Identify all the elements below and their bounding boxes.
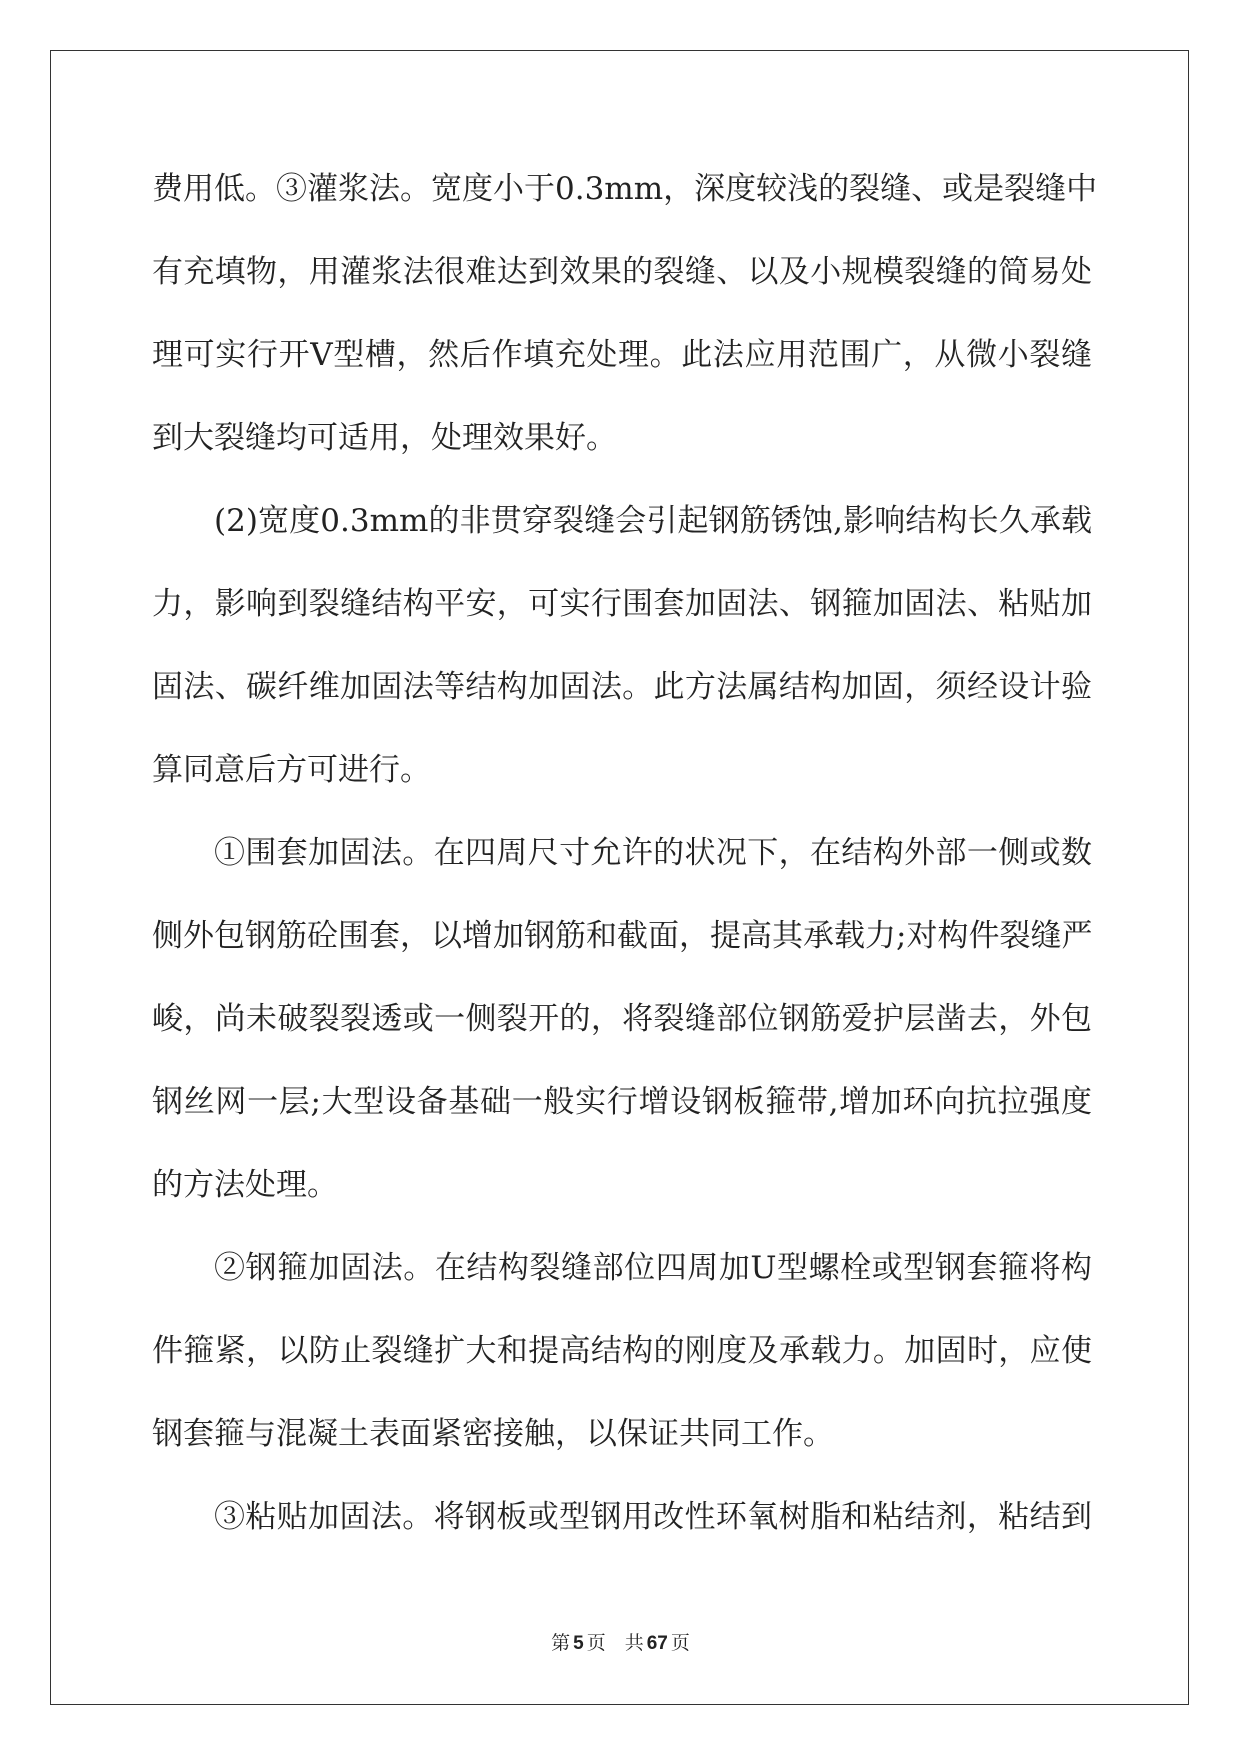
text-line: (2)宽度0.3mm的非贯穿裂缝会引起钢筋锈蚀,影响结构长久承载 bbox=[214, 503, 1092, 539]
footer-prefix: 第 bbox=[551, 1632, 571, 1654]
page-footer bbox=[0, 1628, 1241, 1655]
text-line: ①围套加固法。在四周尺寸允许的状况下，在结构外部一侧或数 bbox=[214, 835, 1092, 871]
text-line: 费用低。③灌浆法。宽度小于0.3mm，深度较浅的裂缝、或是裂缝中 bbox=[152, 171, 1098, 207]
current-page-number: 5 bbox=[573, 1633, 584, 1654]
text-line: 固法、碳纤维加固法等结构加固法。此方法属结构加固，须经设计验 bbox=[152, 669, 1092, 705]
total-pages-number: 67 bbox=[646, 1633, 668, 1654]
text-line: 力，影响到裂缝结构平安，可实行围套加固法、钢箍加固法、粘贴加 bbox=[152, 586, 1092, 622]
text-line: 钢丝网一层;大型设备基础一般实行增设钢板箍带,增加环向抗拉强度 bbox=[152, 1084, 1092, 1120]
text-line: 算同意后方可进行。 bbox=[152, 752, 431, 788]
text-line: 到大裂缝均可适用，处理效果好。 bbox=[152, 420, 617, 456]
document-body bbox=[152, 148, 1098, 1559]
text-line: 峻，尚未破裂裂透或一侧裂开的，将裂缝部位钢筋爱护层凿去，外包 bbox=[152, 1001, 1092, 1037]
footer-middle: 页 共 bbox=[586, 1632, 644, 1654]
text-line: 有充填物，用灌浆法很难达到效果的裂缝、以及小规模裂缝的简易处 bbox=[152, 254, 1092, 290]
text-line: 件箍紧，以防止裂缝扩大和提高结构的刚度及承载力。加固时，应使 bbox=[152, 1333, 1092, 1369]
text-line: 理可实行开V型槽，然后作填充处理。此法应用范围广，从微小裂缝 bbox=[152, 337, 1092, 373]
text-line: 侧外包钢筋砼围套，以增加钢筋和截面，提高其承载力;对构件裂缝严 bbox=[152, 918, 1093, 954]
text-line: 的方法处理。 bbox=[152, 1167, 338, 1203]
footer-suffix: 页 bbox=[670, 1632, 690, 1654]
text-line: ②钢箍加固法。在结构裂缝部位四周加U型螺栓或型钢套箍将构 bbox=[214, 1250, 1092, 1286]
text-line: ③粘贴加固法。将钢板或型钢用改性环氧树脂和粘结剂，粘结到 bbox=[214, 1499, 1092, 1535]
text-line: 钢套箍与混凝土表面紧密接触，以保证共同工作。 bbox=[152, 1416, 834, 1452]
